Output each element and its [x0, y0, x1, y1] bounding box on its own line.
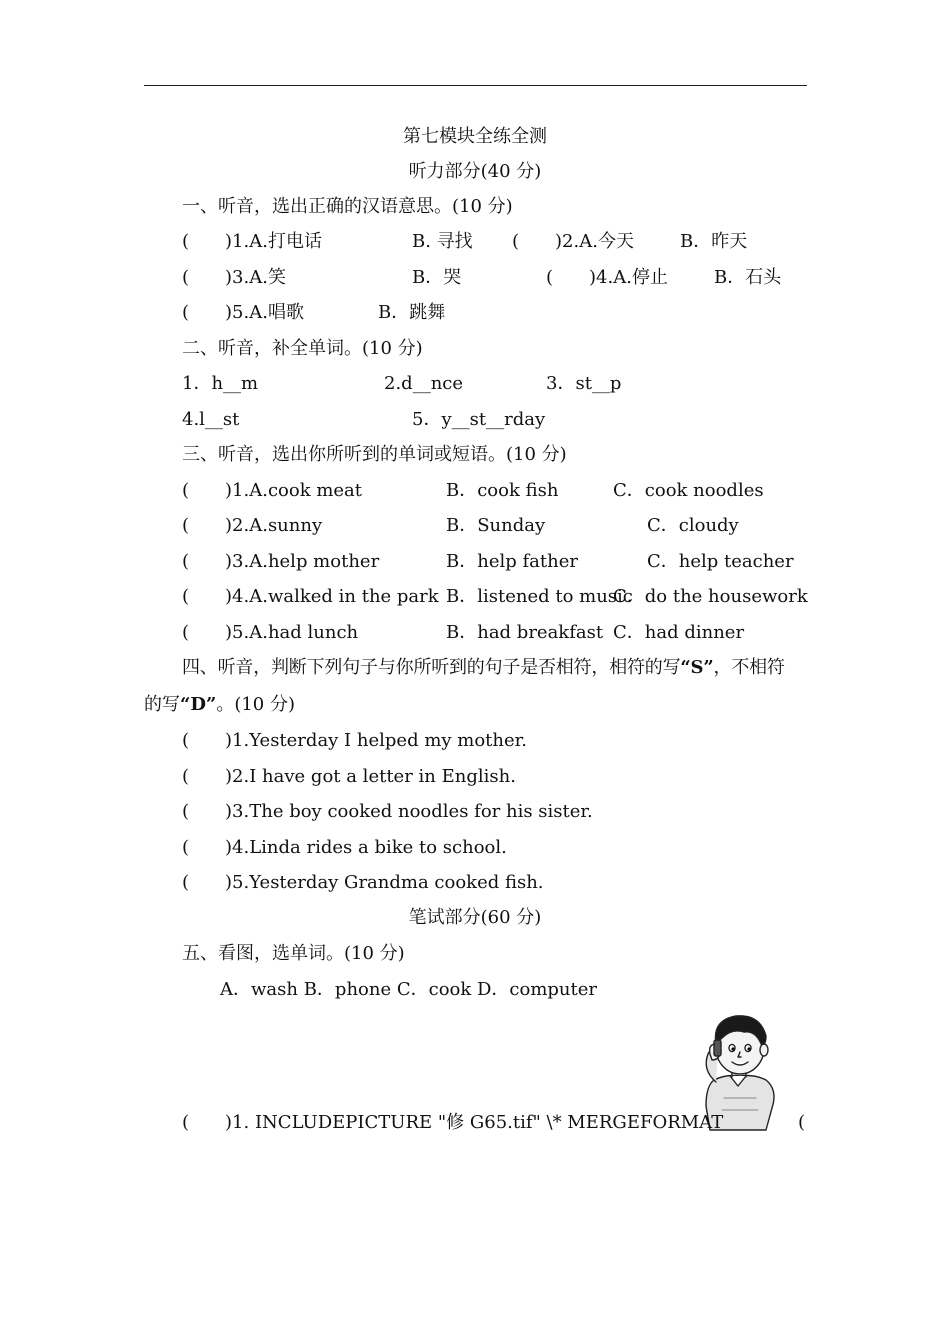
- s4-heading-part2: ，不相符: [713, 657, 785, 678]
- s3-q1-c: C．cook noodles: [613, 480, 764, 501]
- section4-heading-cont: [144, 693, 295, 717]
- s4-mark-d: “D”: [180, 694, 217, 715]
- s4-mark-s: “S”: [680, 657, 714, 678]
- s1-q3: ( )3.A.笑: [182, 267, 286, 288]
- s3-q2-b: B．Sunday: [446, 515, 546, 536]
- section3-heading: 三、听音，选出你所听到的单词或短语。(10 分): [182, 444, 567, 465]
- s1-q5-b: B．跳舞: [378, 302, 446, 323]
- s2-q5: 5．y__st__rday: [412, 409, 546, 430]
- s4-item: ( )1.Yesterday I helped my mother.: [182, 730, 528, 751]
- s3-q5-c: C．had dinner: [613, 622, 745, 643]
- s3-q2-c: C．cloudy: [647, 515, 739, 536]
- s2-q4: 4.l__st: [182, 409, 240, 430]
- s3-q3: ( )3.A.help mother: [182, 551, 380, 572]
- s3-q1: ( )1.A.cook meat: [182, 480, 363, 501]
- section1-heading: 一、听音，选出正确的汉语意思。(10 分): [182, 196, 513, 217]
- s3-q4-b: B．listened to music: [446, 586, 633, 607]
- s1-q2-b: B．昨天: [680, 231, 748, 252]
- s5-item2-start: (: [798, 1112, 806, 1133]
- s1-q4: ( )4.A.停止: [546, 267, 668, 288]
- s4-heading-line2b: 。(10 分): [216, 694, 295, 715]
- s3-q4-c: C．do the housework: [613, 586, 808, 607]
- s3-q4: ( )4.A.walked in the park: [182, 586, 439, 607]
- section4-heading: [182, 656, 807, 680]
- s1-q2: ( )2.A.今天: [512, 231, 634, 252]
- s3-q3-c: C．help teacher: [647, 551, 794, 572]
- section5-options: A．wash B．phone C．cook D．computer: [220, 979, 598, 1000]
- s3-q5: ( )5.A.had lunch: [182, 622, 359, 643]
- s4-heading-line2a: 的写: [144, 694, 180, 715]
- s3-q5-b: B．had breakfast: [446, 622, 604, 643]
- s1-q1: ( )1.A.打电话: [182, 231, 322, 252]
- s4-item: ( )2.I have got a letter in English.: [182, 766, 516, 787]
- s4-item: ( )3.The boy cooked noodles for his sister.: [182, 801, 593, 822]
- s2-q1: 1．h__m: [182, 373, 259, 394]
- written-header: 笔试部分(60 分): [408, 907, 542, 928]
- s2-q3: 3．st__p: [546, 373, 622, 394]
- s3-q3-b: B．help father: [446, 551, 578, 572]
- page-title: 第七模块全练全测: [403, 126, 547, 147]
- s1-q3-b: B．哭: [412, 267, 462, 288]
- section2-heading: 二、听音，补全单词。(10 分): [182, 338, 423, 359]
- s5-item1: ( )1. INCLUDEPICTURE "修 G65.tif" \* MERGEFORMAT: [182, 1112, 724, 1133]
- s3-q2: ( )2.A.sunny: [182, 515, 323, 536]
- listening-header: 听力部分(40 分): [408, 161, 542, 182]
- section5-heading: 五、看图，选单词。(10 分): [182, 943, 405, 964]
- s4-item: ( )4.Linda rides a bike to school.: [182, 837, 507, 858]
- s1-q4-b: B．石头: [714, 267, 782, 288]
- s2-q2: 2.d__nce: [384, 373, 464, 394]
- s3-q1-b: B．cook fish: [446, 480, 559, 501]
- s1-q5: ( )5.A.唱歌: [182, 302, 304, 323]
- s4-item: ( )5.Yesterday Grandma cooked fish.: [182, 872, 544, 893]
- top-rule: [144, 85, 807, 86]
- s4-heading-part1: 四、听音，判断下列句子与你所听到的句子是否相符，相符的写: [182, 657, 681, 678]
- s1-q1-b: B. 寻找: [412, 231, 473, 252]
